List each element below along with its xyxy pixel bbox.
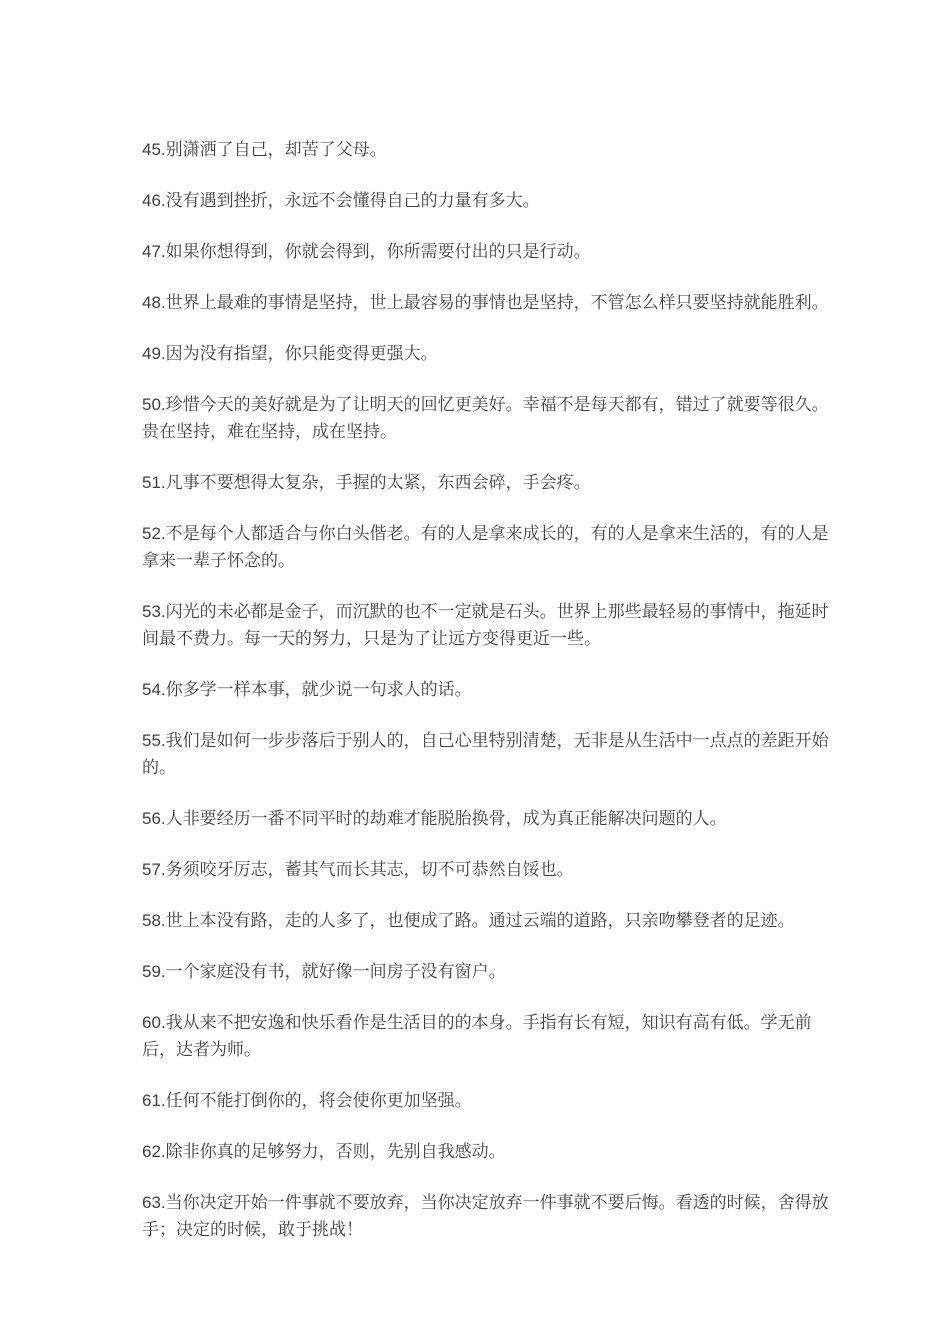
quote-number: 62.: [142, 1142, 166, 1161]
quote-text: 如果你想得到，你就会得到，你所需要付出的只是行动。: [165, 242, 591, 261]
quote-number: 48.: [142, 293, 166, 312]
quote-text: 一个家庭没有书，就好像一间房子没有窗户。: [165, 962, 506, 981]
quote-text: 人非要经历一番不同平时的劫难才能脱胎换骨，成为真正能解决问题的人。: [165, 809, 727, 828]
quote-item-49: [142, 340, 837, 367]
quote-item-51: [142, 469, 837, 496]
quote-item-62: [142, 1138, 837, 1165]
quote-text: 我从来不把安逸和快乐看作是生活目的的本身。手指有长有短，知识有高有低。学无前后，达者为师。: [142, 1013, 812, 1059]
quote-item-57: [142, 856, 837, 883]
quote-item-45: [142, 136, 837, 163]
quote-number: 56.: [142, 809, 166, 828]
quote-item-59: [142, 958, 837, 985]
quote-text: 珍惜今天的美好就是为了让明天的回忆更美好。幸福不是每天都有，错过了就要等很久。贵在坚持，难在坚持，成在坚持。: [142, 395, 829, 441]
quote-number: 63.: [142, 1193, 166, 1212]
quote-text: 世上本没有路，走的人多了，也便成了路。通过云端的道路，只亲吻攀登者的足迹。: [165, 911, 795, 930]
quote-text: 世界上最难的事情是坚持，世上最容易的事情也是坚持，不管怎么样只要坚持就能胜利。: [165, 293, 829, 312]
quote-number: 52.: [142, 524, 166, 543]
quote-text: 除非你真的足够努力，否则，先别自我感动。: [165, 1142, 506, 1161]
quote-item-55: [142, 727, 837, 781]
quote-number: 51.: [142, 473, 166, 492]
quote-text: 不是每个人都适合与你白头偕老。有的人是拿来成长的，有的人是拿来生活的，有的人是拿来一辈子怀念的。: [142, 524, 829, 570]
quote-number: 50.: [142, 395, 166, 414]
quote-item-60: [142, 1009, 837, 1063]
quote-number: 53.: [142, 602, 166, 621]
quote-number: 54.: [142, 680, 166, 699]
quote-number: 61.: [142, 1091, 166, 1110]
quote-item-48: [142, 289, 837, 316]
quote-number: 55.: [142, 731, 166, 750]
quote-number: 46.: [142, 191, 166, 210]
quote-item-52: [142, 520, 837, 574]
quote-text: 因为没有指望，你只能变得更强大。: [165, 344, 438, 363]
quote-item-54: [142, 676, 837, 703]
quote-number: 49.: [142, 344, 166, 363]
quote-text: 务须咬牙厉志，蓄其气而长其志，切不可恭然自馁也。: [165, 860, 574, 879]
quote-text: 任何不能打倒你的，将会使你更加坚强。: [165, 1091, 472, 1110]
quote-text: 别潇洒了自己，却苦了父母。: [165, 140, 387, 159]
quote-item-63: [142, 1189, 837, 1243]
quote-item-53: [142, 598, 837, 652]
quote-item-46: [142, 187, 837, 214]
quote-number: 57.: [142, 860, 166, 879]
quote-number: 60.: [142, 1013, 166, 1032]
quote-item-58: [142, 907, 837, 934]
quote-text: 凡事不要想得太复杂，手握的太紧，东西会碎，手会疼。: [165, 473, 591, 492]
quote-number: 45.: [142, 140, 166, 159]
quote-number: 59.: [142, 962, 166, 981]
quote-item-61: [142, 1087, 837, 1114]
quote-number: 47.: [142, 242, 166, 261]
quote-text: 没有遇到挫折，永远不会懂得自己的力量有多大。: [165, 191, 540, 210]
quote-item-50: [142, 391, 837, 445]
quote-number: 58.: [142, 911, 166, 930]
quote-text: 我们是如何一步步落后于别人的，自己心里特别清楚，无非是从生活中一点点的差距开始的。: [142, 731, 829, 777]
quote-text: 闪光的未必都是金子，而沉默的也不一定就是石头。世界上那些最轻易的事情中，拖延时间最不费力。每一天的努力，只是为了让远方变得更近一些。: [142, 602, 829, 648]
quote-text: 你多学一样本事，就少说一句求人的话。: [165, 680, 472, 699]
quote-text: 当你决定开始一件事就不要放弃，当你决定放弃一件事就不要后悔。看透的时候，舍得放手；决定的时候，敢于挑战！: [142, 1193, 829, 1239]
quote-item-47: [142, 238, 837, 265]
quote-item-56: [142, 805, 837, 832]
